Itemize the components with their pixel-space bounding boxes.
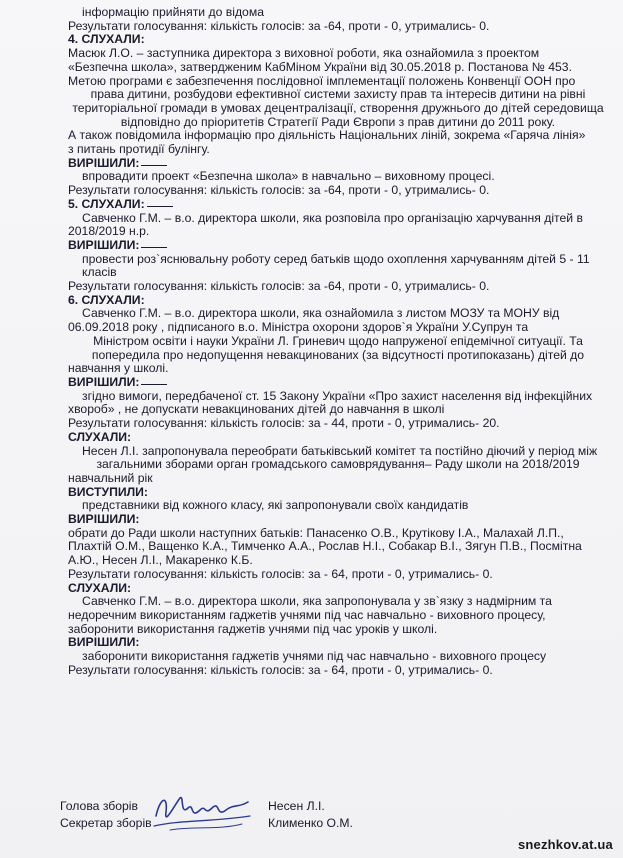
section-heading: СЛУХАЛИ:: [68, 429, 132, 444]
text-line: Результати голосування: кількість голосів: за -64, проти - 0, утримались- 0.: [68, 183, 490, 198]
chair-role: Голова зборів: [60, 799, 138, 813]
text-line: А також повідомила інформацію про діяльність Національних ліній, зокрема «Гаряча лінія»: [68, 128, 586, 143]
text-line: Савченко Г.М. – в.о. директора школи, яка запропонувала у зв`язку з надмірним та: [82, 594, 552, 609]
text-line: навчальний рік: [68, 470, 153, 485]
section-heading: 6. СЛУХАЛИ:: [68, 292, 145, 307]
text-line: попередила про недопущення невакцинованих (за відсутності протипоказань) дітей до: [91, 347, 585, 362]
chair-signature-row: [60, 798, 440, 815]
text-line: Метою програми є забезпечення послідовної імплементації положень Конвенції ООН про: [68, 73, 576, 88]
text-line: загальними зборами орган громадського самоврядування– Раду школи на 2018/2019: [96, 457, 580, 472]
text-line: впровадити проект «Безпечна школа» в навчально – виховному процесі.: [82, 169, 495, 184]
text-line: територіальної громади в умовах децентралізації, створення дружнього до дітей середовища: [72, 100, 604, 115]
text-line: інформацію прийняти до відома: [82, 5, 264, 19]
secretary-role: Секретар зборів: [60, 816, 152, 830]
text-line: Масюк Л.О. – заступника директора з виховної роботи, яка ознайомила з проектом: [68, 46, 540, 61]
text-line: заборонити використання гаджетів учнями під час уроків у школі.: [68, 621, 438, 636]
document-body: [68, 6, 608, 677]
text-line: 2018/2019 н.р.: [68, 224, 150, 239]
text-line: обрати до Ради школи наступних батьків: Панасенко О.В., Крутікову І.А., Малахай Л.П.,: [68, 525, 564, 540]
text-line: 06.09.2018 року , підписаного в.о. Міністра охорони здоров`я України У.Супрун та: [68, 320, 529, 335]
text-line: права дитини, розбудови ефективної системи захисту прав та інтересів дитини на рівні: [90, 87, 586, 102]
text-line: заборонити використання гаджетів учнями під час навчально - виховного процесу: [82, 649, 547, 664]
text-line: відповідно до пріоритетів Стратегії Ради Європи з прав дитини до 2011 року.: [120, 114, 556, 129]
section-heading: ВИСТУПИЛИ:: [68, 484, 148, 499]
section-heading: СЛУХАЛИ:: [68, 580, 132, 595]
signatures-block: [60, 798, 440, 832]
text-line: Результати голосування: кількість голосів: за - 64, проти - 0, утримались- 0.: [68, 662, 493, 677]
text-line: згідно вимоги, передбаченої ст. 15 Закону України «Про захист населення від інфекційних: [82, 388, 593, 403]
site-watermark: snezhkov.at.ua: [517, 837, 613, 852]
text-line: представники від кожного класу, які запропонували своїх кандидатів: [82, 498, 469, 513]
text-line: Результати голосування: кількість голосів: за -64, проти - 0, утримались- 0.: [68, 18, 490, 33]
section-heading: ВИРІШИЛИ:: [68, 635, 140, 650]
text-line: А.Ю., Несен Л.І., Макаренко К.Б.: [68, 553, 253, 568]
section-heading: 4. СЛУХАЛИ:: [68, 32, 145, 47]
section-heading: ВИРІШИЛИ:: [68, 157, 608, 171]
text-line: з питань протидії булінгу.: [68, 142, 210, 157]
text-line: навчання у школі.: [68, 361, 169, 376]
text-line: класів: [82, 265, 117, 280]
text-line: Результати голосування: кількість голосів: за - 44, проти - 0, утримались- 20.: [68, 416, 500, 431]
text-line: Результати голосування: кількість голосів: за -64, проти - 0, утримались- 0.: [68, 279, 490, 294]
text-line: Результати голосування: кількість голосів: за - 64, проти - 0, утримались- 0.: [68, 566, 493, 581]
text-line: Несен Л.І. запропонувала переобрати батьківський комітет та постійно діючий у період між: [82, 443, 598, 458]
section-heading: 5. СЛУХАЛИ:: [68, 198, 608, 212]
section-heading: ВИРІШИЛИ:: [68, 512, 140, 527]
text-line: Савченко Г.М. – в.о. директора школи, яка розповіла про організацію харчування дітей в: [82, 210, 583, 225]
chair-name: Несен Л.І.: [268, 799, 325, 813]
text-line: хвороб» , не допускати невакцинованих дітей до навчання в школі: [68, 402, 445, 417]
secretary-name: Клименко О.М.: [268, 816, 353, 830]
text-line: Савченко Г.М. – в.о. директора школи, яка ознайомила з листом МОЗУ та МОНУ від: [82, 306, 560, 321]
text-line: Міністром освіти і науки України Л. Гриневич щодо напруженої епідемічної ситуації. Та: [93, 333, 583, 348]
secretary-signature-row: [60, 815, 440, 832]
section-heading: ВИРІШИЛИ:: [68, 376, 608, 390]
text-line: «Безпечна школа», затвердженим КабМіном України від 30.05.2018 р. Постанова № 453.: [68, 59, 572, 74]
section-heading: ВИРІШИЛИ:: [68, 239, 608, 253]
text-line: Плахтій О.М., Ващенко К.А., Тимченко А.А., Рослав Н.І., Собакар В.І., Зягун П.В., Посмітна: [68, 539, 582, 554]
text-line: провести роз`яснювальну роботу серед батьків щодо охоплення харчуванням дітей 5 - 11: [82, 251, 590, 266]
text-line: недоречним використанням гаджетів учнями під час навчально - виховного процесу,: [68, 607, 546, 622]
